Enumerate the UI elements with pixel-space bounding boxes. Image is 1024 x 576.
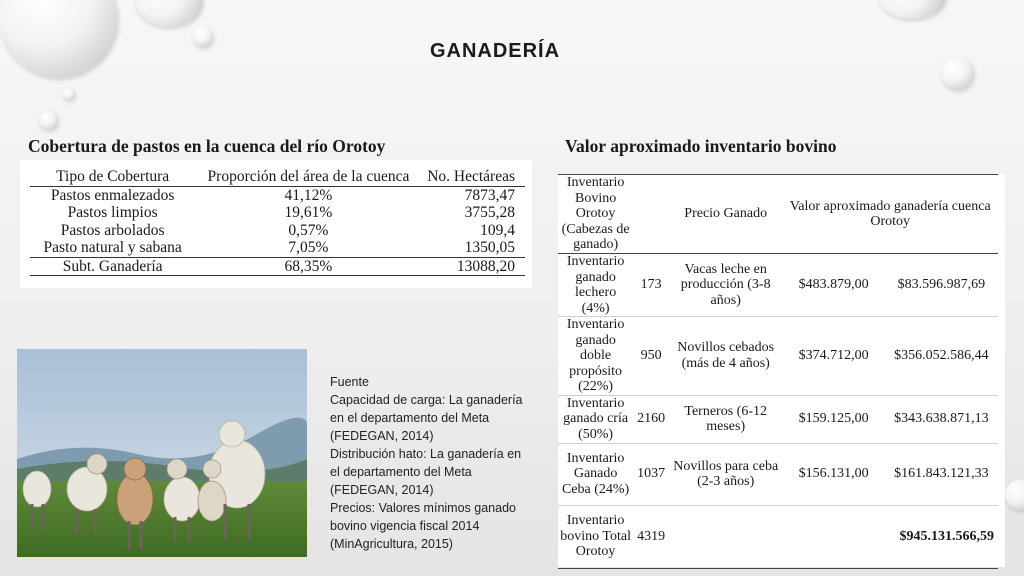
table-row <box>558 443 998 505</box>
source-line: Capacidad de carga: La ganadería en el departamento del Meta (FEDEGAN, 2014) <box>330 393 523 443</box>
coverage-table <box>20 160 532 288</box>
table-cell: $356.052.586,44 <box>885 317 998 396</box>
water-drop-decoration <box>135 0 203 27</box>
table-row <box>30 222 525 240</box>
table-row <box>30 186 525 204</box>
table-cell: 7873,47 <box>464 186 515 204</box>
water-drop-decoration <box>1005 480 1024 510</box>
column-header: Inventario Bovino Orotoy (Cabezas de ganado) <box>558 175 633 254</box>
inventory-heading: Valor aproximado inventario bovino <box>565 136 837 156</box>
water-drop-decoration <box>39 111 58 130</box>
inventory-table <box>558 174 1005 567</box>
table-cell: Inventario ganado cría (50%) <box>558 395 633 443</box>
table-cell: Subt. Ganadería <box>30 257 195 276</box>
column-header: No. Hectáreas <box>422 160 525 186</box>
table-cell: 109,4 <box>480 221 515 239</box>
table-cell: $161.843.121,33 <box>885 443 998 505</box>
table-cell: Vacas leche en producción (3-8 años) <box>669 254 782 317</box>
table-cell: Terneros (6-12 meses) <box>669 395 782 443</box>
column-header: Tipo de Cobertura <box>30 160 195 186</box>
table-cell: 7,05% <box>288 239 329 256</box>
column-header: Proporción del área de la cuenca <box>195 160 421 186</box>
water-drop-decoration <box>878 0 946 19</box>
source-line: Distribución hato: La ganadería en el departamento del Meta (FEDEGAN, 2014) <box>330 447 522 497</box>
table-cell: 2160 <box>633 395 669 443</box>
table-cell: $343.638.871,13 <box>885 395 998 443</box>
table-header-row <box>30 160 525 186</box>
table-cell: Inventario Ganado Ceba (24%) <box>558 443 633 505</box>
table-cell: $374.712,00 <box>782 317 884 396</box>
empty-cell <box>633 175 669 254</box>
table-cell: Inventario bovino Total Orotoy <box>558 505 633 568</box>
table-cell: Inventario ganado lechero (4%) <box>558 254 633 317</box>
table-cell: Pastos limpios <box>67 204 158 221</box>
sources-note <box>330 373 530 553</box>
table-cell: 19,61% <box>284 204 333 221</box>
sources-label: Fuente <box>330 375 369 389</box>
cattle-photo <box>17 349 307 557</box>
column-header: Precio Ganado <box>669 175 782 254</box>
table-row <box>558 254 998 317</box>
table-cell: 0,57% <box>288 221 329 239</box>
table-cell: 950 <box>633 317 669 396</box>
coverage-heading: Cobertura de pastos en la cuenca del río Orotoy <box>28 136 386 156</box>
table-total-row <box>558 505 998 568</box>
table-cell: $159.125,00 <box>782 395 884 443</box>
table-cell: $483.879,00 <box>782 254 884 317</box>
table-cell: Inventario ganado doble propósito (22%) <box>558 317 633 396</box>
source-line: Precios: Valores mínimos ganado bovino vigencia fiscal 2014 (MinAgricultura, 2015) <box>330 501 516 551</box>
water-drop-decoration <box>63 88 75 100</box>
table-cell: Pastos enmalezados <box>50 186 175 204</box>
table-row <box>30 204 525 222</box>
table-cell: 1037 <box>633 443 669 505</box>
table-cell: 68,35% <box>195 257 421 276</box>
table-row <box>558 395 998 443</box>
page-title: GANADERÍA <box>429 40 561 62</box>
table-cell: Novillos cebados (más de 4 años) <box>669 317 782 396</box>
table-cell: 41,12% <box>284 186 333 204</box>
table-cell: Novillos para ceba (2-3 años) <box>669 443 782 505</box>
table-row <box>558 317 998 396</box>
table-cell: 13088,20 <box>422 257 525 276</box>
column-header: Valor aproximado ganadería cuenca Orotoy <box>782 175 998 254</box>
table-header-row <box>558 175 998 254</box>
table-total-row <box>30 257 525 276</box>
table-cell: Pasto natural y sabana <box>43 239 182 256</box>
empty-cell <box>669 505 782 568</box>
table-cell: 1350,05 <box>464 239 515 256</box>
water-drop-decoration <box>0 0 118 78</box>
total-value: $945.131.566,59 <box>782 505 998 568</box>
table-cell: 173 <box>633 254 669 317</box>
table-cell: 4319 <box>633 505 669 568</box>
table-cell: Pastos arbolados <box>60 221 165 239</box>
table-cell: 3755,28 <box>464 204 515 221</box>
table-row <box>30 239 525 257</box>
table-cell: $156.131,00 <box>782 443 884 505</box>
table-cell: $83.596.987,69 <box>885 254 998 317</box>
